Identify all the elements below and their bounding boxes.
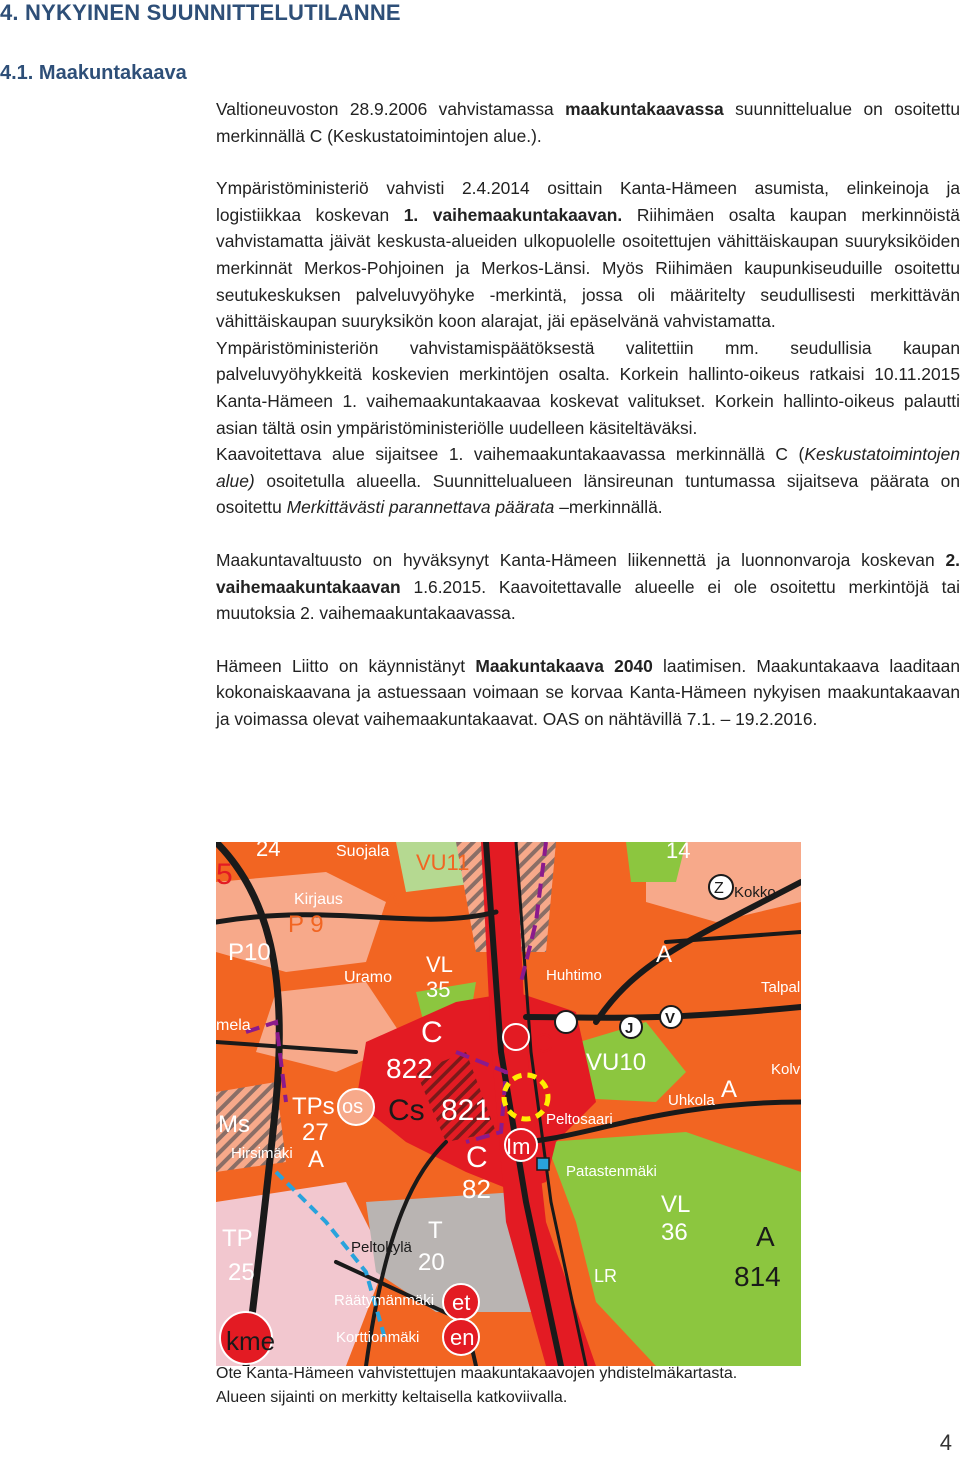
text-bold: 1. vaihemaakuntakaavan.: [403, 204, 623, 225]
caption-line: Ote Kanta-Hämeen vahvistettujen maakuntakaavojen yhdistelmäkartasta.: [216, 1365, 738, 1382]
paragraph-2: [216, 175, 960, 335]
text-italic: Merkittävästi parannettava päärata: [286, 497, 555, 518]
section-heading: 4.1. Maakuntakaava: [0, 62, 187, 84]
map-label: Kolv: [771, 1061, 801, 1078]
map-label: V: [665, 1010, 676, 1027]
map-label: Talpal: [761, 979, 801, 996]
page-number: 4: [939, 1430, 952, 1455]
map-label: Patastenmäki: [566, 1163, 657, 1180]
map-label: 822: [386, 1053, 433, 1084]
map-label: Korttionmäki: [336, 1329, 420, 1346]
map-label: 5: [216, 858, 233, 891]
map-label: 36: [661, 1219, 688, 1246]
map-label: Peltokylä: [351, 1239, 412, 1256]
map-label: VL: [661, 1191, 691, 1218]
caption-line: Alueen sijainti on merkitty keltaisella katkoviivalla.: [216, 1389, 568, 1406]
map-label: T: [428, 1217, 443, 1244]
map-label: Z: [714, 880, 724, 897]
text: Riihimäen osalta kaupan merkinnöistä vahvistamatta jäivät keskusta-alueiden ulkopuolelle osoitettujen vähittäiskaupan suuryksiköiden merkinnät Merkos-Pohjoinen ja Merkos-Länsi. Myös Riihimäen kaupunkiseuduille osoitettu seutukeskuksen palveluvyöhyke -merkintä, jossa oli määritelty seudullisesti merkittävän vähittäiskaupan suuryksikön koon alarajat, jäi epäselvänä vahvistamatta.: [216, 204, 960, 332]
text: Ympäristöministeriö vahvisti 2.4.2014 osittain Kanta-Hämeen asumista, elinkeinoja ja logistiikkaa koskevan: [216, 178, 960, 225]
figure-caption: [216, 1362, 737, 1410]
map-label: et: [452, 1290, 471, 1315]
paragraph-4: [216, 441, 960, 521]
map-label: 27: [302, 1119, 329, 1146]
text: –merkinnällä.: [554, 497, 663, 518]
map-label: Uramo: [344, 969, 393, 986]
map-label: 35: [426, 977, 451, 1002]
paragraph-6: [216, 653, 960, 733]
map-label: C: [466, 1141, 488, 1174]
map-label: A: [656, 941, 673, 968]
text: Hämeen Liitto on käynnistänyt: [216, 655, 476, 676]
map-label: P 9: [288, 911, 324, 938]
map-label: kme: [226, 1326, 276, 1356]
paragraph-1: [216, 96, 960, 149]
paragraph-5: [216, 547, 960, 627]
map-label: A: [721, 1076, 738, 1103]
map-label: P10: [228, 939, 271, 966]
map-label: A: [756, 1221, 775, 1252]
map-label: Huhtimo: [546, 967, 602, 984]
map-label: Uhkola: [668, 1092, 715, 1109]
map-label: 14: [666, 842, 691, 863]
map-label: 20: [418, 1249, 445, 1276]
map-label: mela: [216, 1017, 251, 1034]
text: Maakuntavaltuusto on hyväksynyt Kanta-Hämeen liikennettä ja luonnonvaroja koskevan: [216, 549, 946, 570]
map-label: Ms: [218, 1111, 250, 1138]
map-label: 821: [441, 1094, 492, 1127]
paragraph-3: Ympäristöministeriön vahvistamispäätöksestä valitettiin mm. seudullisia kaupan palveluvyöhykkeitä koskevien merkintöjen osalta. Korkein hallinto-oikeus ratkaisi 10.11.2015 Kanta-Hämeen 1. vaihemaakuntakaavaa koskevat valitukset. Korkein hallinto-oikeus palautti asian tältä osin ympäristöministeriölle uudelleen käsiteltäväksi.: [216, 337, 960, 438]
map-label: LR: [594, 1266, 618, 1286]
map-label: os: [342, 1096, 364, 1118]
map-label: A: [384, 887, 401, 914]
text: osoitetulla alueella. Suunnittelualueen länsireunan tuntumassa sijaitseva päärata on osoitettu: [216, 470, 960, 518]
text-bold: 2. vaihemaakuntakaavan: [216, 549, 960, 597]
map-label: VU10: [586, 1049, 647, 1076]
text-bold: Maakuntakaava 2040: [475, 655, 653, 676]
body-text: [216, 96, 960, 732]
map-label: VU11: [416, 850, 470, 875]
map-label: Im: [506, 1134, 531, 1159]
text: Kaavoitettava alue sijaitsee 1. vaihemaakuntakaavassa merkinnällä C (: [216, 444, 805, 465]
map-label: Suojala: [336, 843, 390, 860]
text: suunnittelualue on osoitettu merkinnällä C (Keskustatoimintojen alue.).: [216, 99, 960, 146]
text: 1.6.2015. Kaavoitettavalle alueelle ei ole osoitettu merkintöjä tai muutoksia 2. vaihemaakuntakaavassa.: [216, 576, 960, 624]
map-label: C: [421, 1016, 443, 1049]
map-label: 25: [228, 1259, 255, 1286]
text: Valtioneuvoston 28.9.2006 vahvistamassa: [216, 99, 566, 119]
map-label: 24: [256, 842, 281, 861]
map-label: Räätymänmäki: [334, 1292, 435, 1309]
map-label: Kirjaus: [294, 891, 343, 908]
map-label: VL: [426, 952, 453, 977]
page-heading: 4. NYKYINEN SUUNNITTELUTILANNE: [0, 0, 401, 25]
map-label: A: [308, 1146, 325, 1173]
map-label: Peltosaari: [546, 1111, 613, 1128]
map-label: 814: [734, 1261, 781, 1292]
map-label: Hirsimäki: [231, 1145, 293, 1162]
text: laatimisen. Maakuntakaava laaditaan kokonaiskaavana ja astuessaan voimaan se korvaa Kanta-Hämeen nykyisen maakuntakaavan ja voimassa olevat vaihemaakuntakaavat. OAS on nähtävillä 7.1. – 19.2.2016.: [216, 655, 960, 729]
regional-plan-map: [216, 842, 801, 1366]
map-label: J: [625, 1020, 634, 1037]
text-italic: Keskustatoimintojen alue): [216, 444, 960, 491]
map-label: TP: [222, 1225, 253, 1252]
map-label: C: [534, 1028, 553, 1058]
map-label: TPs: [292, 1093, 335, 1120]
text-bold: maakuntakaavassa: [565, 99, 724, 119]
map-label: en: [450, 1325, 475, 1350]
map-label: 82: [462, 1174, 491, 1204]
map-label: Kokko: [734, 884, 776, 901]
map-label: Cs: [388, 1094, 425, 1127]
